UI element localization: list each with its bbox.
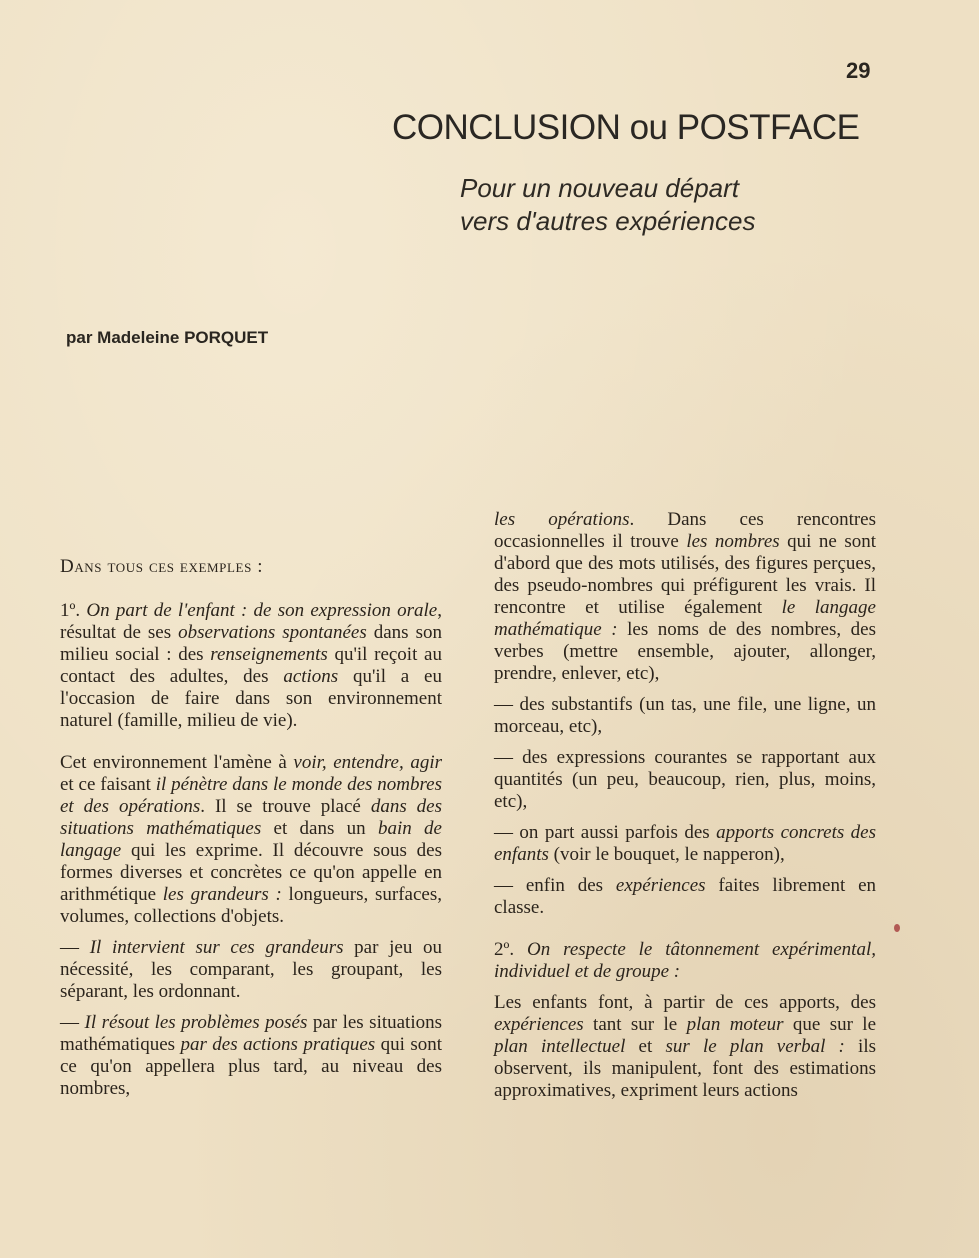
italic-run: les grandeurs : [162,884,282,905]
paragraph-6 [494,694,876,738]
italic-run: il pénètre dans le monde des nombres et des opérations [60,774,442,817]
italic-run: expériences [494,1014,584,1035]
italic-run: observations spontanées [178,622,367,643]
italic-run: bain de langage [60,818,442,861]
text-run: 1º. [60,600,87,621]
section-heading: Dans tous ces exemples : [60,556,264,577]
italic-run: On respecte le tâtonnement expérimental, individuel et de groupe : [494,939,876,982]
italic-run: expériences [615,875,706,896]
article-subtitle [460,172,880,238]
paragraph-10 [494,939,876,983]
paragraph-1 [60,600,442,732]
text-run: qui ne sont d'abord que des mots utilisés, des figures perçues, des pseudo-nombres qui préfigurent les vrais. Il rencontre et utilise également [494,531,877,618]
text-run: , résultat de ses [60,600,442,643]
subtitle-line-2: vers d'autres expériences [460,206,756,236]
paragraph-8 [494,822,876,866]
text-run: Les enfants font, à partir de ces apports, des [494,992,876,1013]
italic-run: par des actions pratiques [180,1034,376,1055]
text-run: et ce faisant [60,774,156,795]
text-run: qui sont ce qu'on appellera plus tard, au niveau des nombres, [60,1034,442,1099]
paragraph-5 [494,509,876,685]
text-run: — des substantifs (un tas, une file, une ligne, un morceau, etc), [494,694,876,737]
italic-run: dans des situations mathématiques [60,796,442,839]
text-run: faites librement en classe. [494,875,876,918]
text-run: qu'il a eu l'occasion de faire dans son environnement naturel (famille, milieu de vie). [60,666,442,731]
bleed-through-text-right [496,240,876,440]
paragraph-2 [60,752,442,928]
paragraph-9 [494,875,876,919]
italic-run: voir, entendre, agir [293,752,442,773]
italic-run: Il résout les problèmes posés [84,1012,308,1033]
text-run: . Il se trouve placé [200,796,371,817]
left-column [60,556,442,1109]
text-run: tant sur le [583,1014,687,1035]
italic-run: Il intervient sur ces grandeurs [89,937,344,958]
italic-run: actions [283,666,339,687]
text-run: que sur le [783,1014,877,1035]
text-run: par jeu ou nécessité, les comparant, les groupant, les séparant, les ordonnant. [60,937,442,1002]
text-run: les noms de des nombres, des verbes (mettre ensemble, ajouter, allonger, prendre, enlever, etc), [494,619,876,684]
text-run: Cet environnement l'amène à [60,752,294,773]
italic-run: plan moteur [686,1014,784,1035]
text-run: et [625,1036,666,1057]
italic-run: On part de l'enfant : de son expression orale [86,600,438,621]
article-title: CONCLUSION ou POSTFACE [392,108,860,147]
italic-run: les nombres [686,531,780,552]
italic-run: renseignements [210,644,328,665]
italic-run: sur le plan verbal : [665,1036,845,1057]
text-run: dans son milieu social : des [60,622,442,665]
subtitle-line-1: Pour un nouveau départ [460,173,739,203]
text-run: longueurs, surfaces, volumes, collections d'objets. [60,884,442,927]
paragraph-7 [494,747,876,813]
italic-run: le langage mathématique : [494,597,876,640]
text-run: — on part aussi parfois des [494,822,717,843]
paragraph-4 [60,1012,442,1100]
page-number: 29 [846,58,871,83]
author-byline: par Madeleine PORQUET [66,328,269,347]
text-run: — enfin des [494,875,616,896]
bleed-through-text-left [70,110,450,430]
italic-run: apports concrets des enfants [494,822,876,865]
text-run: — [60,937,90,958]
paragraph-3 [60,937,442,1003]
italic-run: plan intellectuel [494,1036,626,1057]
text-run: ils observent, ils manipulent, font des estimations approximatives, expriment leurs actions [494,1036,876,1101]
text-run: — des expressions courantes se rapportant aux quantités (un peu, beaucoup, rien, plus, moins, etc), [494,747,876,812]
text-run: qui les exprime. Il découvre sous des formes diverses et concrètes ce qu'on appelle en arithmétique [60,840,442,905]
text-run: par les situations mathématiques [60,1012,443,1055]
text-run: (voir le bouquet, le napperon), [548,844,785,865]
text-run: et dans un [261,818,378,839]
text-run: — [60,1012,85,1033]
text-run: qu'il reçoit au contact des adultes, des [60,644,442,687]
text-run: 2º. [494,939,528,960]
paragraph-11 [494,992,876,1102]
italic-run: les opérations [494,509,630,530]
right-column [494,509,876,1111]
ink-blot [894,924,900,932]
text-run: . Dans ces rencontres occasionnelles il trouve [494,509,877,552]
